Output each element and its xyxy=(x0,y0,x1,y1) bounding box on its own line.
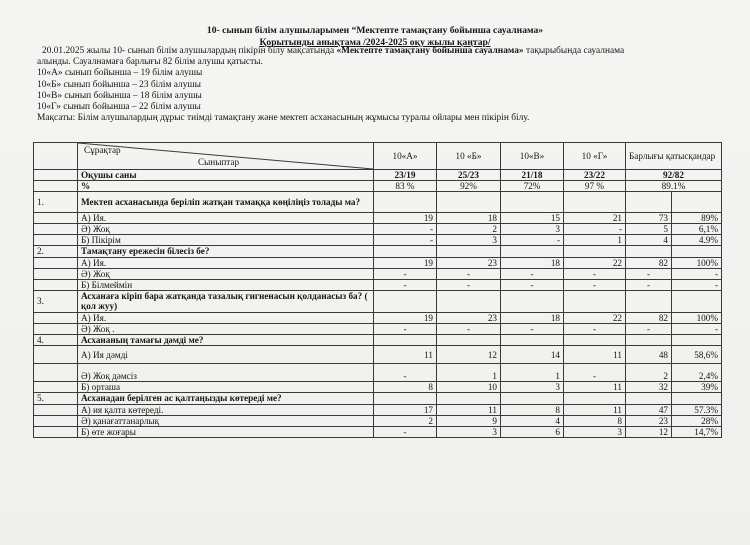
question-text: Мектеп асханасында беріліп жатқан тамаққа көңіліңіз толады ма? xyxy=(78,192,374,213)
class-count-g: 10«Г» сынып бойынша – 22 білім алушы xyxy=(37,102,201,113)
answer-row: А) Ия. 19 18 15 21 73 89% xyxy=(34,213,722,224)
survey-table xyxy=(33,142,722,438)
question-number: 5. xyxy=(34,393,78,405)
question-number: 2. xyxy=(34,246,78,258)
answer-label: А) Ия. xyxy=(78,213,374,224)
class-count-b: 10«Б» сынып бойынша – 23 білім алушы xyxy=(37,79,201,90)
answer-label: А) ия қалта көтереді. xyxy=(78,404,374,415)
percent-row: % 83 % 92% 72% 97 % 89.1% xyxy=(34,181,722,192)
document-subtitle: Қорытынды анықтама /2024-2025 оқу жылы қаңтар/ xyxy=(259,37,491,48)
intro-text xyxy=(37,46,727,124)
count-label: Оқушы саны xyxy=(78,170,374,181)
header-questions: Сұрақтар xyxy=(84,145,121,155)
question-number: 3. xyxy=(34,290,78,312)
answer-label: Ә) Жоқ дәмсіз xyxy=(78,364,374,382)
question-row xyxy=(34,192,722,213)
answer-label: Ә) қанағаттанарлық xyxy=(78,415,374,426)
answer-label: Ә) Жоқ xyxy=(78,224,374,235)
header-classes: Сыныптар xyxy=(198,157,240,167)
answer-row: Б) орташа 8 10 3 11 32 39% xyxy=(34,382,722,393)
question-row xyxy=(34,246,722,258)
question-number: 1. xyxy=(34,192,78,213)
intro-line-1: 20.01.2025 жылы 10- сынып білім алушылардың пікірін білу мақсатында «Мектепте тамақтану бойынша сауалнама» тақырыбында сауалнама xyxy=(42,46,625,56)
answer-row: Б) өте жоғары - 3 6 3 12 14,7% xyxy=(34,426,722,437)
answer-row: Б) Білмеймін - - - - - - xyxy=(34,279,722,290)
count-row: Оқушы саны 23/19 25/23 21/18 23/22 92/82 xyxy=(34,170,722,181)
class-count-v: 10«В» сынып бойынша – 18 білім алушы xyxy=(37,90,202,101)
answer-label: Б) орташа xyxy=(78,382,374,393)
answer-row: А) Ия. 19 23 18 22 82 100% xyxy=(34,257,722,268)
goal-line: Мақсаты: Білім алушылардың дұрыс тиімді тамақтану және мектеп асханасының жұмысы туралы ойлары мен пікірін білу. xyxy=(37,113,530,124)
answer-row: А) Ия. 19 23 18 22 82 100% xyxy=(34,312,722,323)
question-text: Асхананың тамағы дәмді ме? xyxy=(78,334,374,346)
class-count-a: 10«А» сынып бойынша – 19 білім алушы xyxy=(37,68,203,79)
answer-row: Ә) Жоқ - - - - - - xyxy=(34,268,722,279)
question-row xyxy=(34,334,722,346)
question-text: Асханадан берілген ас қалтаңызды көтереді ме? xyxy=(78,393,374,405)
answer-label: Б) өте жоғары xyxy=(78,426,374,437)
answer-row: Ә) Жоқ - 2 3 - 5 6,1% xyxy=(34,224,722,235)
intro-line-2: алынды. Сауалнамаға барлығы 82 білім алушы қатысты. xyxy=(37,57,263,68)
question-text: Тамақтану ережесін білесіз бе? xyxy=(78,246,374,258)
question-text: Асханаға кіріп бара жатқанда тазалық гигиенасын қолданасыз ба? ( қол жуу) xyxy=(78,290,374,312)
question-row xyxy=(34,290,722,312)
answer-label: А) Ия. xyxy=(78,257,374,268)
answer-label: Ә) Жоқ xyxy=(78,268,374,279)
header-blank xyxy=(34,143,78,170)
answer-label: Б) Пікірім xyxy=(78,235,374,246)
header-col-b: 10 «Б» xyxy=(437,143,501,170)
answer-label: А) Ия дәмді xyxy=(78,346,374,364)
answer-row: Ә) Жоқ дәмсіз - 1 1 - 2 2,4% xyxy=(34,364,722,382)
answer-label: Ә) Жоқ . xyxy=(78,323,374,334)
header-row xyxy=(34,143,722,170)
answer-row: А) Ия дәмді 11 12 14 11 48 58,6% xyxy=(34,346,722,364)
answer-row: Б) Пікірім - 3 - 1 4 4.9% xyxy=(34,235,722,246)
answer-row: Ә) қанағаттанарлық 2 9 4 8 23 28% xyxy=(34,415,722,426)
question-number: 4. xyxy=(34,334,78,346)
answer-label: А) Ия. xyxy=(78,312,374,323)
answer-row: Ә) Жоқ . - - - - - - xyxy=(34,323,722,334)
percent-label: % xyxy=(78,181,374,192)
answer-label: Б) Білмеймін xyxy=(78,279,374,290)
header-col-a: 10«А» xyxy=(374,143,437,170)
header-total: Барлығы қатысқандар xyxy=(626,143,722,170)
header-col-g: 10 «Г» xyxy=(564,143,626,170)
question-row xyxy=(34,393,722,405)
header-questions-classes xyxy=(78,143,374,170)
document-title: 10- сынып білім алушыларымен “Мектепте тамақтану бойынша сауалнама» xyxy=(206,25,544,36)
answer-row: А) ия қалта көтереді. 17 11 8 11 47 57.3% xyxy=(34,404,722,415)
header-col-v: 10«В» xyxy=(501,143,564,170)
